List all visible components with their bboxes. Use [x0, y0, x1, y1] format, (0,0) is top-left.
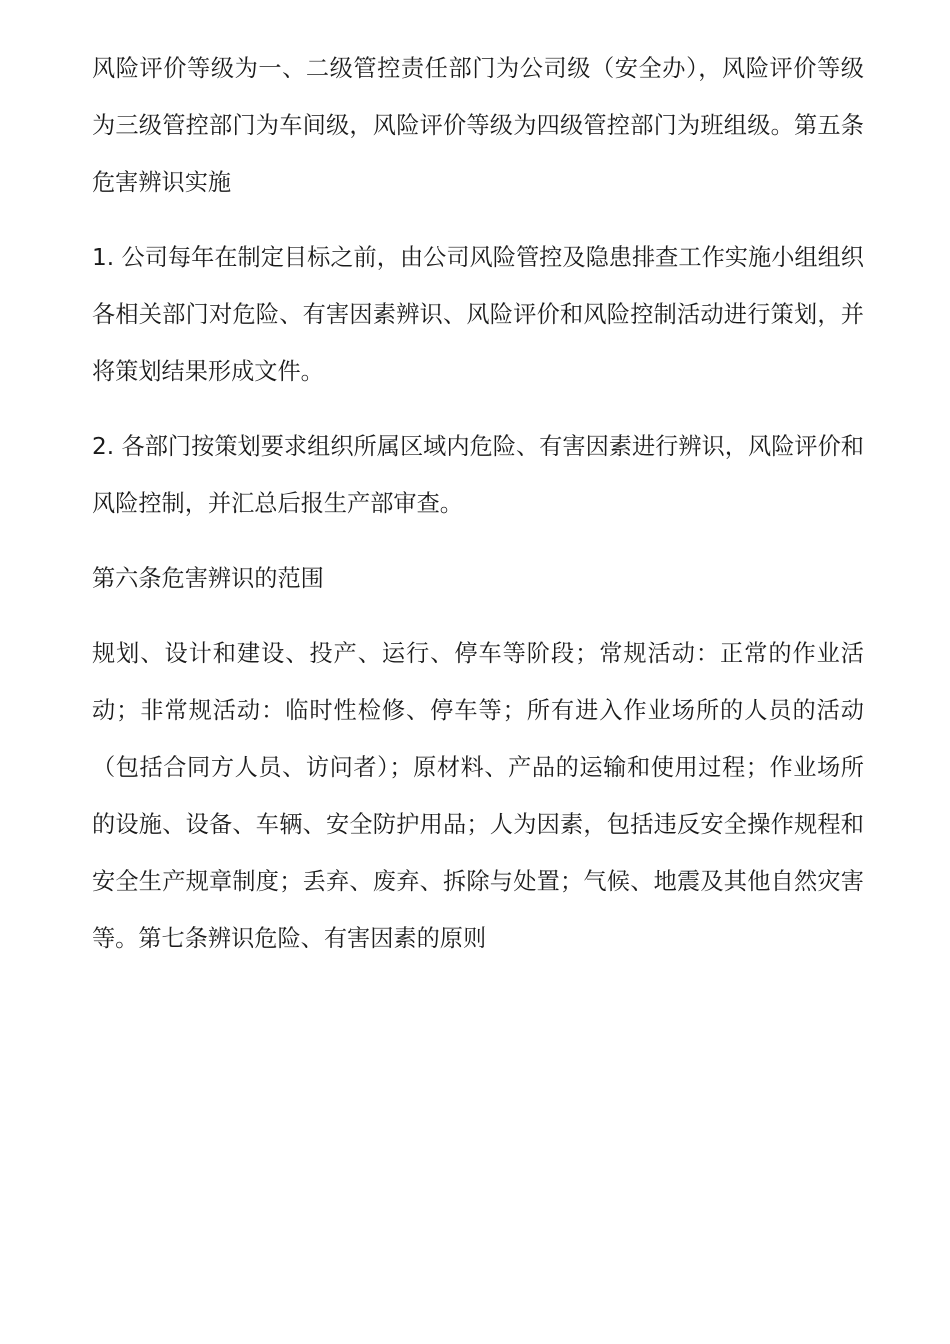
section-heading-article-6: 第六条危害辨识的范围 — [92, 565, 324, 592]
paragraph-item-1: 1. 公司每年在制定目标之前，由公司风险管控及隐患排查工作实施小组组织各相关部门对危险、有害因素辨识、风险评价和风险控制活动进行策划，并将策划结果形成文件。 — [92, 244, 864, 385]
document-page — [92, 40, 864, 985]
paragraph-risk-levels: 风险评价等级为一、二级管控责任部门为公司级（安全办），风险评价等级为三级管控部门为车间级，风险评价等级为四级管控部门为班组级。第五条危害辨识实施 — [92, 55, 864, 196]
paragraph-scope: 规划、设计和建设、投产、运行、停车等阶段；常规活动：正常的作业活动；非常规活动：临时性检修、停车等；所有进入作业场所的人员的活动（包括合同方人员、访问者）；原材料、产品的运输和使用过程；作业场所的设施、设备、车辆、安全防护用品；人为因素，包括违反安全操作规程和安全生产规章制度；丢弃、废弃、拆除与处置；气候、地震及其他自然灾害等。第七条辨识危险、有害因素的原则 — [92, 640, 864, 952]
paragraph-item-2: 2. 各部门按策划要求组织所属区域内危险、有害因素进行辨识，风险评价和风险控制，并汇总后报生产部审查。 — [92, 433, 864, 517]
